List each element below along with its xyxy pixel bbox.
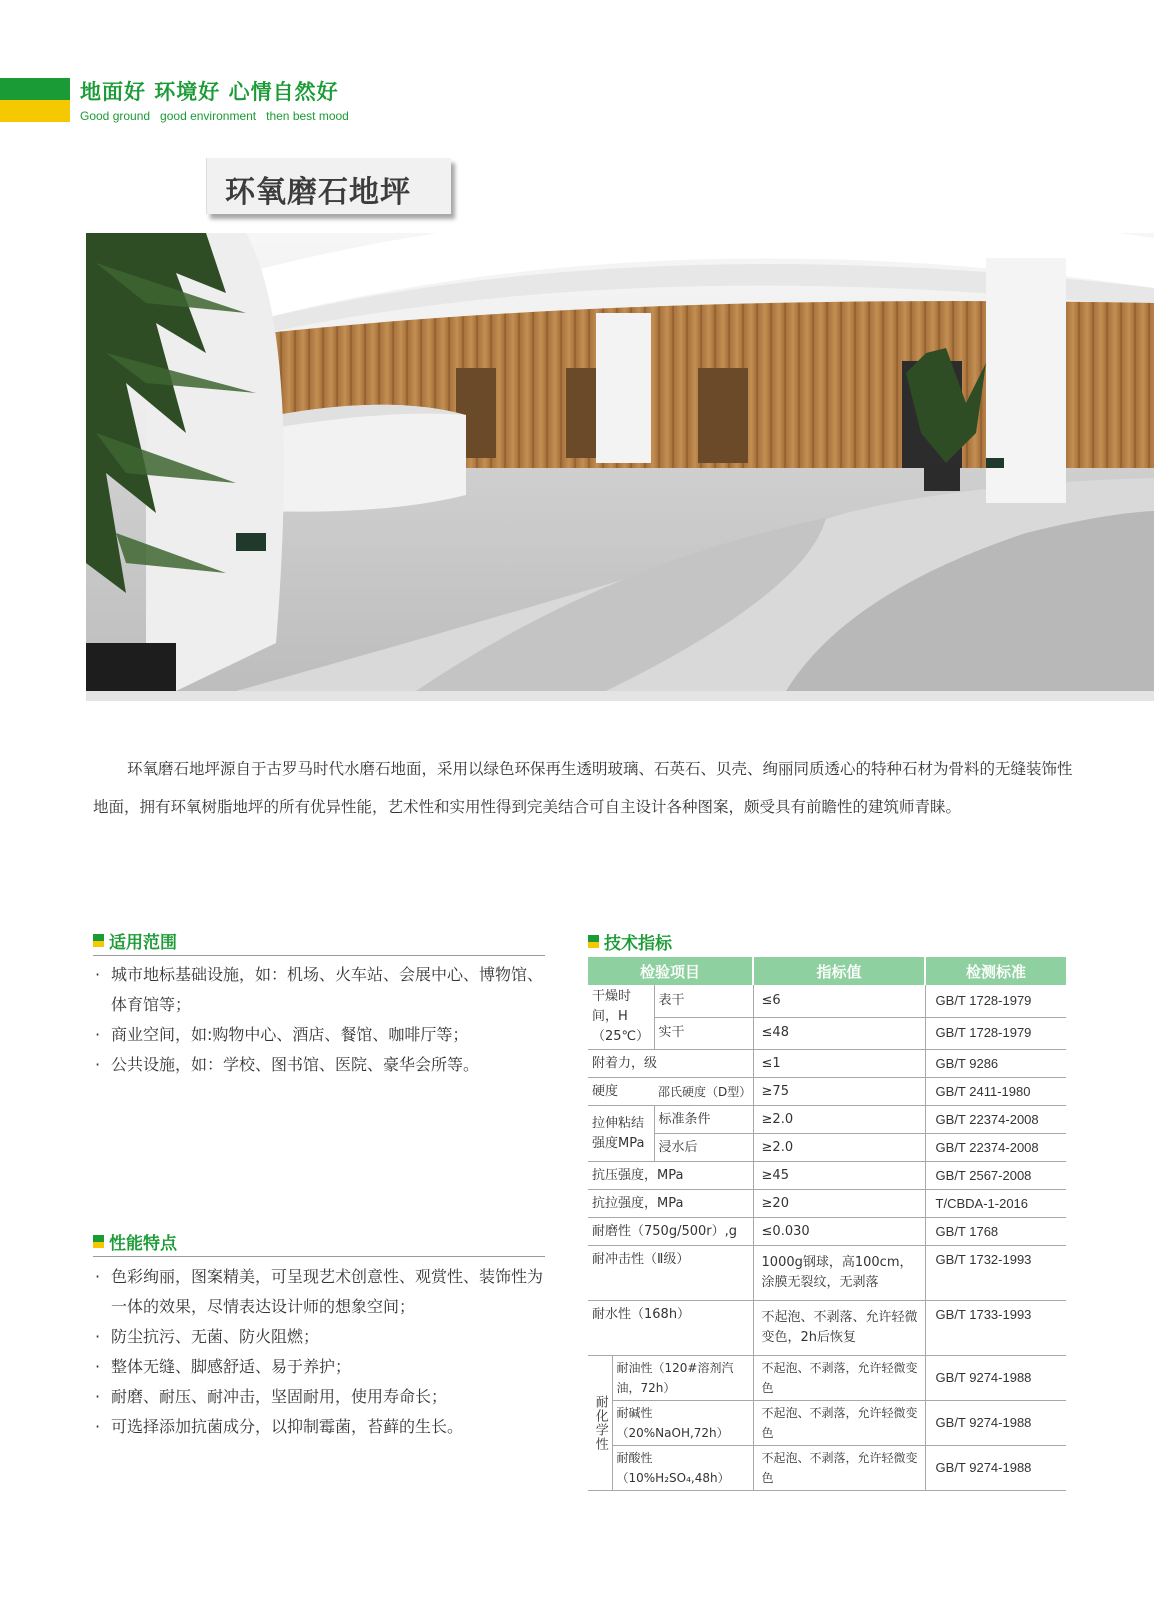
row-label-bond-strength: 拉伸粘结强度MPa: [588, 1106, 654, 1162]
page-title: 环氧磨石地坪: [225, 175, 411, 210]
list-item: · 商业空间，如:购物中心、酒店、餐馆、咖啡厅等；: [93, 1020, 545, 1050]
row-standard: GB/T 9274-1988: [925, 1446, 1066, 1491]
row-label-water: 耐水性（168h）: [588, 1301, 753, 1356]
row-label-chemical: 耐化学性: [588, 1356, 612, 1491]
slogan-chinese: 地面好 环境好 心情自然好: [80, 80, 339, 104]
row-sub-oil: 耐油性（120#溶剂汽油，72h）: [612, 1356, 753, 1401]
spec-heading: [588, 929, 672, 954]
row-value: ≤6: [753, 985, 925, 1017]
row-standard: GB/T 9274-1988: [925, 1356, 1066, 1401]
header-band-green: [0, 78, 70, 100]
row-value: ≥75: [753, 1078, 925, 1106]
row-standard: GB/T 2567-2008: [925, 1162, 1066, 1190]
photo-base-strip: [86, 691, 1154, 701]
row-value: ≥45: [753, 1162, 925, 1190]
features-heading-text: 性能特点: [109, 1234, 177, 1254]
table-row: [588, 1017, 1066, 1049]
row-label-abrasion: 耐磨性（750g/500r）,g: [588, 1218, 753, 1246]
table-row: [588, 1246, 1066, 1301]
row-standard: GB/T 22374-2008: [925, 1106, 1066, 1134]
features-heading: [93, 1229, 177, 1254]
spec-heading-text: 技术指标: [604, 934, 672, 954]
features-divider: [93, 1256, 545, 1257]
list-item: · 防尘抗污、无菌、防火阻燃；: [93, 1322, 545, 1352]
row-value: 不起泡、不剥落，允许轻微变色: [753, 1356, 925, 1401]
table-row: [588, 985, 1066, 1017]
row-standard: GB/T 1732-1993: [925, 1246, 1066, 1301]
row-sub-after-soak: 浸水后: [654, 1134, 753, 1162]
row-value: 不起泡、不剥落，允许轻微变色: [753, 1446, 925, 1491]
row-standard: GB/T 9274-1988: [925, 1401, 1066, 1446]
table-row: [588, 1134, 1066, 1162]
row-label-impact: 耐冲击性（Ⅱ级）: [588, 1246, 753, 1301]
scope-list: [93, 960, 545, 1080]
table-row: [588, 1162, 1066, 1190]
table-row: [588, 1301, 1066, 1356]
row-sub-alkali: 耐碱性（20%NaOH,72h）: [612, 1401, 753, 1446]
table-row: [588, 1446, 1066, 1491]
row-value: ≥2.0: [753, 1106, 925, 1134]
row-value: 不起泡、不剥落，允许轻微变色: [753, 1401, 925, 1446]
row-standard: GB/T 1728-1979: [925, 1017, 1066, 1049]
table-row: [588, 1218, 1066, 1246]
row-value: ≥20: [753, 1190, 925, 1218]
scope-divider: [93, 955, 545, 956]
row-label-dry-time: 干燥时间，H（25℃）: [588, 985, 654, 1050]
table-row: [588, 1050, 1066, 1078]
section-marker-icon: [588, 935, 599, 948]
title-box: [206, 158, 451, 214]
row-standard: GB/T 1728-1979: [925, 985, 1066, 1017]
col-header-standard: 检测标准: [925, 957, 1066, 985]
list-item: · 整体无缝、脚感舒适、易于养护；: [93, 1352, 545, 1382]
row-standard: GB/T 22374-2008: [925, 1134, 1066, 1162]
intro-paragraph: 环氧磨石地坪源自于古罗马时代水磨石地面，采用以绿色环保再生透明玻璃、石英石、贝壳、绚丽同质透心的特种石材为骨料的无缝装饰性地面，拥有环氧树脂地坪的所有优异性能，艺术性和实用性得到完美结合可自主设计各种图案，颇受具有前瞻性的建筑师青睐。: [93, 760, 1073, 816]
table-row: [588, 1190, 1066, 1218]
col-header-value: 指标值: [753, 957, 925, 985]
row-sub-hard: 实干: [654, 1017, 753, 1049]
table-row: [588, 1401, 1066, 1446]
list-item: · 可选择添加抗菌成分，以抑制霉菌，苔藓的生长。: [93, 1412, 545, 1442]
row-standard: T/CBDA-1-2016: [925, 1190, 1066, 1218]
table-header-row: [588, 957, 1066, 985]
list-item: · 城市地标基础设施，如：机场、火车站、会展中心、博物馆、体育馆等；: [93, 960, 545, 1020]
list-item: · 色彩绚丽，图案精美，可呈现艺术创意性、观赏性、装饰性为一体的效果，尽情表达设计师的想象空间；: [93, 1262, 545, 1322]
row-label-compressive: 抗压强度，MPa: [588, 1162, 753, 1190]
features-list: [93, 1262, 545, 1442]
table-row: [588, 1356, 1066, 1401]
row-value: ≥2.0: [753, 1134, 925, 1162]
row-label-hardness: 硬度: [588, 1078, 654, 1106]
row-sub-acid: 耐酸性（10%H₂SO₄,48h）: [612, 1446, 753, 1491]
scope-heading: [93, 928, 177, 953]
table-row: [588, 1106, 1066, 1134]
row-label-adhesion: 附着力，级: [588, 1050, 753, 1078]
table-row: [588, 1078, 1066, 1106]
row-sub-shore-d: 邵氏硬度（D型）: [654, 1078, 753, 1106]
row-value: ≤1: [753, 1050, 925, 1078]
row-standard: GB/T 9286: [925, 1050, 1066, 1078]
header-band-yellow: [0, 100, 70, 122]
row-standard: GB/T 1733-1993: [925, 1301, 1066, 1356]
row-standard: GB/T 1768: [925, 1218, 1066, 1246]
list-item: · 公共设施，如：学校、图书馆、医院、豪华会所等。: [93, 1050, 545, 1080]
row-value: ≤48: [753, 1017, 925, 1049]
hall-photo: [86, 233, 1154, 691]
spec-table: [588, 957, 1066, 1491]
list-item: · 耐磨、耐压、耐冲击，坚固耐用，使用寿命长；: [93, 1382, 545, 1412]
col-header-item: 检验项目: [588, 957, 753, 985]
section-marker-icon: [93, 1235, 104, 1248]
row-sub-surface: 表干: [654, 985, 753, 1017]
row-standard: GB/T 2411-1980: [925, 1078, 1066, 1106]
row-value: 1000g钢球，高100cm，涂膜无裂纹，无剥落: [753, 1246, 925, 1301]
row-value: ≤0.030: [753, 1218, 925, 1246]
scope-heading-text: 适用范围: [109, 933, 177, 953]
row-sub-standard-condition: 标准条件: [654, 1106, 753, 1134]
row-label-tensile: 抗拉强度，MPa: [588, 1190, 753, 1218]
section-marker-icon: [93, 934, 104, 947]
slogan-english: Good ground good environment then best mood: [80, 109, 349, 123]
row-value: 不起泡、不剥落、允许轻微变色，2h后恢复: [753, 1301, 925, 1356]
